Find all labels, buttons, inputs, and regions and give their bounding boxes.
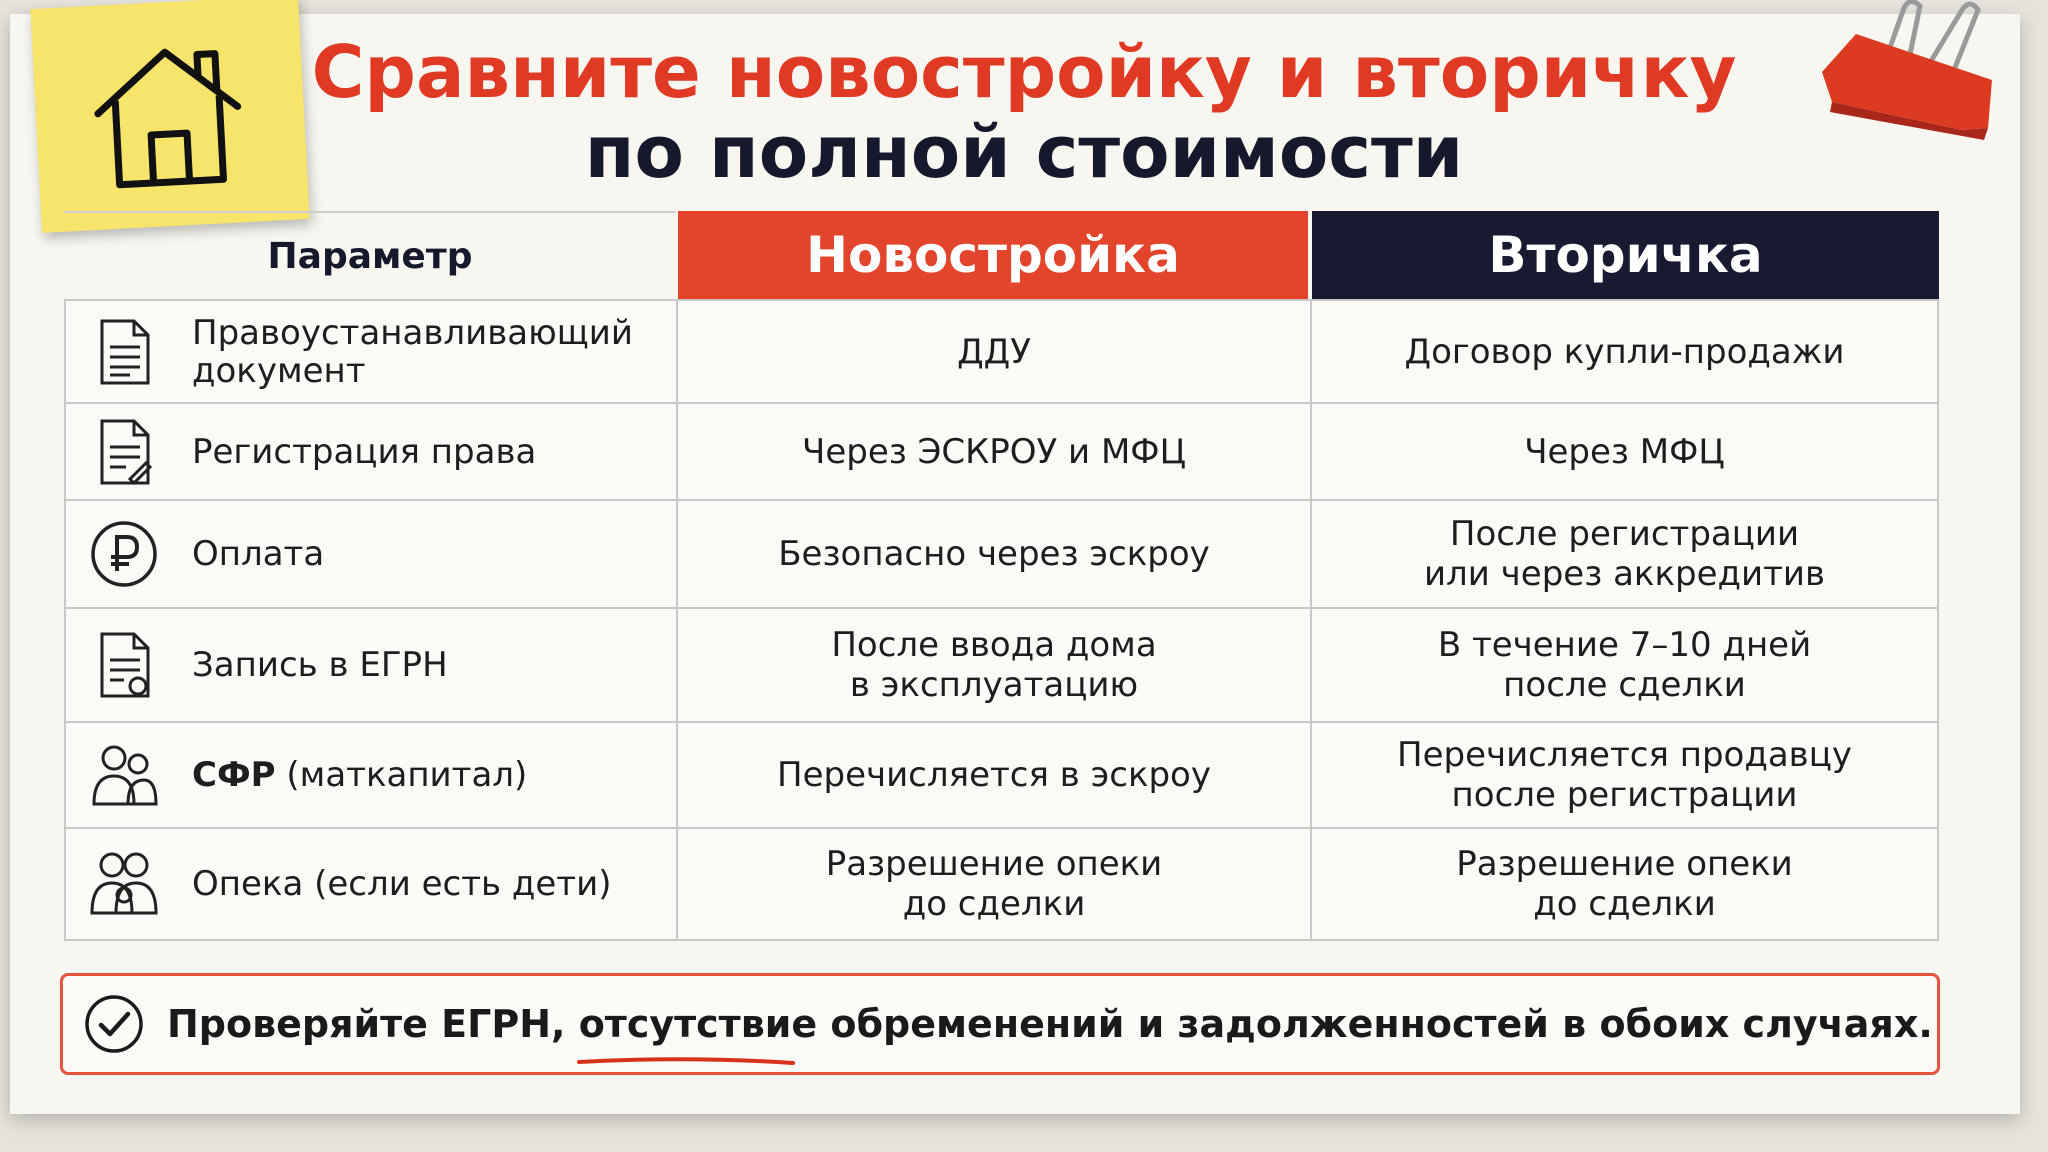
ruble-icon: [88, 518, 160, 590]
tip-note: [60, 973, 1940, 1075]
header-secondary: Вторичка: [1312, 211, 1939, 299]
secondary-cell: [1312, 829, 1937, 939]
param-label: Регистрация права: [192, 431, 537, 472]
page-title-line2: по полной стоимости: [584, 110, 1464, 194]
new-building-value: Через ЭСКРОУ и МФЦ: [802, 431, 1186, 472]
document-icon: [88, 316, 160, 388]
param-label: Оплата: [192, 534, 325, 574]
secondary-cell: [1312, 301, 1937, 402]
new-building-cell: [678, 404, 1312, 499]
table-row: [66, 404, 1937, 501]
underlined-word: [579, 1002, 817, 1046]
new-building-value: Перечисляется в эскроу: [777, 755, 1211, 795]
secondary-value: После регистрации или через аккредитив: [1423, 514, 1826, 594]
new-building-value: ДДУ: [957, 331, 1031, 372]
comparison-table: [64, 299, 1939, 941]
table-row: [66, 723, 1937, 829]
underlined-word-text: отсутствие: [578, 1002, 818, 1046]
new-building-value: Разрешение опеки до сделки: [825, 844, 1163, 924]
page-title-line1: Сравните новостройку и вторичку: [311, 30, 1737, 114]
param-label: Опека (если есть дети): [192, 864, 612, 904]
param-cell: [66, 301, 678, 402]
tip-text-part2: обременений и задолженностей в обоих случаях.: [817, 1002, 1933, 1046]
secondary-value: Разрешение опеки до сделки: [1456, 844, 1793, 924]
secondary-cell: [1312, 723, 1937, 827]
secondary-cell: [1312, 609, 1937, 721]
registration-document-icon: [88, 416, 160, 488]
secondary-cell: [1312, 501, 1937, 607]
param-label-bold: СФР: [192, 755, 276, 795]
check-circle-icon: [83, 993, 145, 1055]
new-building-cell: [678, 609, 1312, 721]
egrn-record-icon: [88, 629, 160, 701]
new-building-value: Безопасно через эскроу: [778, 534, 1210, 574]
new-building-value: После ввода дома в эксплуатацию: [831, 625, 1157, 705]
param-cell: [66, 723, 678, 827]
new-building-cell: [678, 829, 1312, 939]
new-building-cell: [678, 501, 1312, 607]
secondary-cell: [1312, 404, 1937, 499]
table-row: [66, 829, 1937, 939]
new-building-cell: [678, 301, 1312, 402]
param-cell: [66, 829, 678, 939]
param-label: (маткапитал): [275, 755, 528, 795]
new-building-cell: [678, 723, 1312, 827]
secondary-value: Договор купли-продажи: [1404, 331, 1845, 372]
table-row: [66, 301, 1937, 404]
param-label: Правоустанавливающий документ: [192, 312, 633, 391]
red-underline: [575, 1054, 797, 1068]
header-new-building: Новостройка: [678, 211, 1308, 299]
table-row: [66, 501, 1937, 609]
param-cell: [66, 501, 678, 607]
guardianship-icon: [88, 848, 160, 920]
table-row: [66, 609, 1937, 723]
family-icon: [88, 739, 160, 811]
secondary-value: В течение 7–10 дней после сделки: [1437, 625, 1812, 705]
secondary-value: Перечисляется продавцу после регистрации: [1397, 735, 1852, 815]
param-cell: [66, 404, 678, 499]
secondary-value: Через МФЦ: [1524, 431, 1725, 472]
param-label: Запись в ЕГРН: [192, 645, 448, 685]
tip-text-part1: Проверяйте ЕГРН,: [167, 1002, 579, 1046]
param-cell: [66, 609, 678, 721]
tip-text: [167, 1002, 1933, 1046]
header-param: Параметр: [64, 211, 676, 299]
